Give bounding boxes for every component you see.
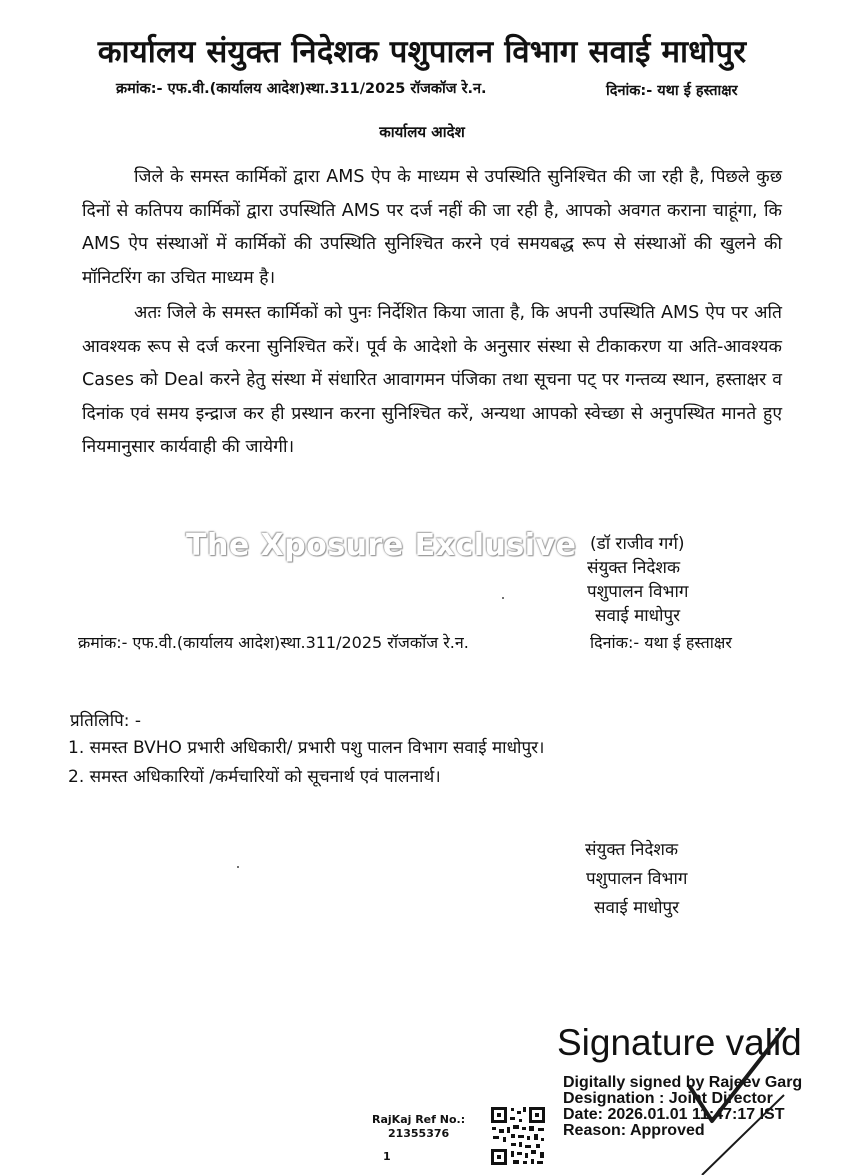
copy-list [68,734,545,792]
paragraph-1: जिले के समस्त कार्मिकों द्वारा AMS ऐप के माध्यम से उपस्थिति सुनिश्चित की जा रही है, पिछले कुछ दिनों से कतिपय कार्मिकों द्वारा उपस्थिति AMS पर दर्ज नहीं की जा रही है, आपको अवगत कराना चाहूंगा, कि AMS ऐप संस्थाओं में कार्मिकों की उपस्थिति सुनिश्चित करने एवं समयबद्ध रूप से संस्थाओं की खुलने की मॉनिटरिंग का उचित माध्यम है। [82,167,782,288]
copy-heading: प्रतिलिपि: - [70,711,142,731]
signature-designation: Designation : Joint Director [563,1090,773,1107]
qr-code-icon [489,1105,547,1167]
watermark: The Xposure Exclusive [186,528,577,563]
list-item: 2. समस्त अधिकारियों /कर्मचारियों को सूचनार्थ एवं पालनार्थ। [68,767,441,787]
signature-reason: Reason: Approved [563,1122,705,1139]
signatory2-department: पशुपालन विभाग [586,869,688,889]
signatory2-location: सवाई माधोपुर [594,898,680,918]
office-title: कार्यालय संयुक्त निदेशक पशुपालन विभाग सवाई माधोपुर [97,34,747,70]
signatory2-designation: संयुक्त निदेशक [585,840,679,860]
second-reference: क्रमांक:- एफ.वी.(कार्यालय आदेश)स्था.311/2025 रॉजकॉज रे.न. [78,633,469,652]
rajkaj-reference [372,1113,465,1141]
signatory-designation: संयुक्त निदेशक [587,558,681,578]
rajkaj-label: RajKaj Ref No.: [372,1113,466,1126]
signatory-block-2 [585,836,687,923]
checkmark-icon [680,1025,800,1175]
signature-valid-title: Signature valid [557,1022,802,1063]
order-reference: क्रमांक:- एफ.वी.(कार्यालय आदेश)स्था.311/2025 रॉजकॉज रे.न. [116,81,487,97]
speck [502,597,504,599]
signature-date: Date: 2026.01.01 11:47:17 IST [563,1106,785,1123]
speck [237,866,239,868]
list-item: 1. समस्त BVHO प्रभारी अधिकारी/ प्रभारी पशु पालन विभाग सवाई माधोपुर। [68,738,545,758]
page-number: 1 [383,1150,391,1163]
signatory-department: पशुपालन विभाग [587,582,689,602]
paragraph-2: अतः जिले के समस्त कार्मिकों को पुनः निर्देशित किया जाता है, कि अपनी उपस्थिति AMS ऐप पर अति आवश्यक रूप से दर्ज करना सुनिश्चित करें। पूर्व के आदेशो के अनुसार संस्था से टीकाकरण या अति-आवश्यक Cases को Deal करने हेतु संस्था में संधारित आवागमन पंजिका तथा सूचना पट् पर गन्तव्य स्थान, हस्ताक्षर व दिनांक एवं समय इन्द्राज कर ही प्रस्थान करना सुनिश्चित करें, अन्यथा आपको स्वेच्छा से अनुपस्थित मानते हुए नियमानुसार कार्यवाही की जायेगी। [82,303,782,457]
second-date: दिनांक:- यथा ई हस्ताक्षर [590,633,732,652]
order-date: दिनांक:- यथा ई हस्ताक्षर [606,83,738,99]
order-heading: कार्यालय आदेश [379,123,465,141]
signatory-name: (डॉ राजीव गर्ग) [590,534,685,554]
signature-signer: Digitally signed by Rajeev Garg [563,1074,803,1091]
rajkaj-number: 21355376 [387,1127,450,1140]
signatory-location: सवाई माधोपुर [595,606,681,626]
signatory-block [587,532,688,628]
